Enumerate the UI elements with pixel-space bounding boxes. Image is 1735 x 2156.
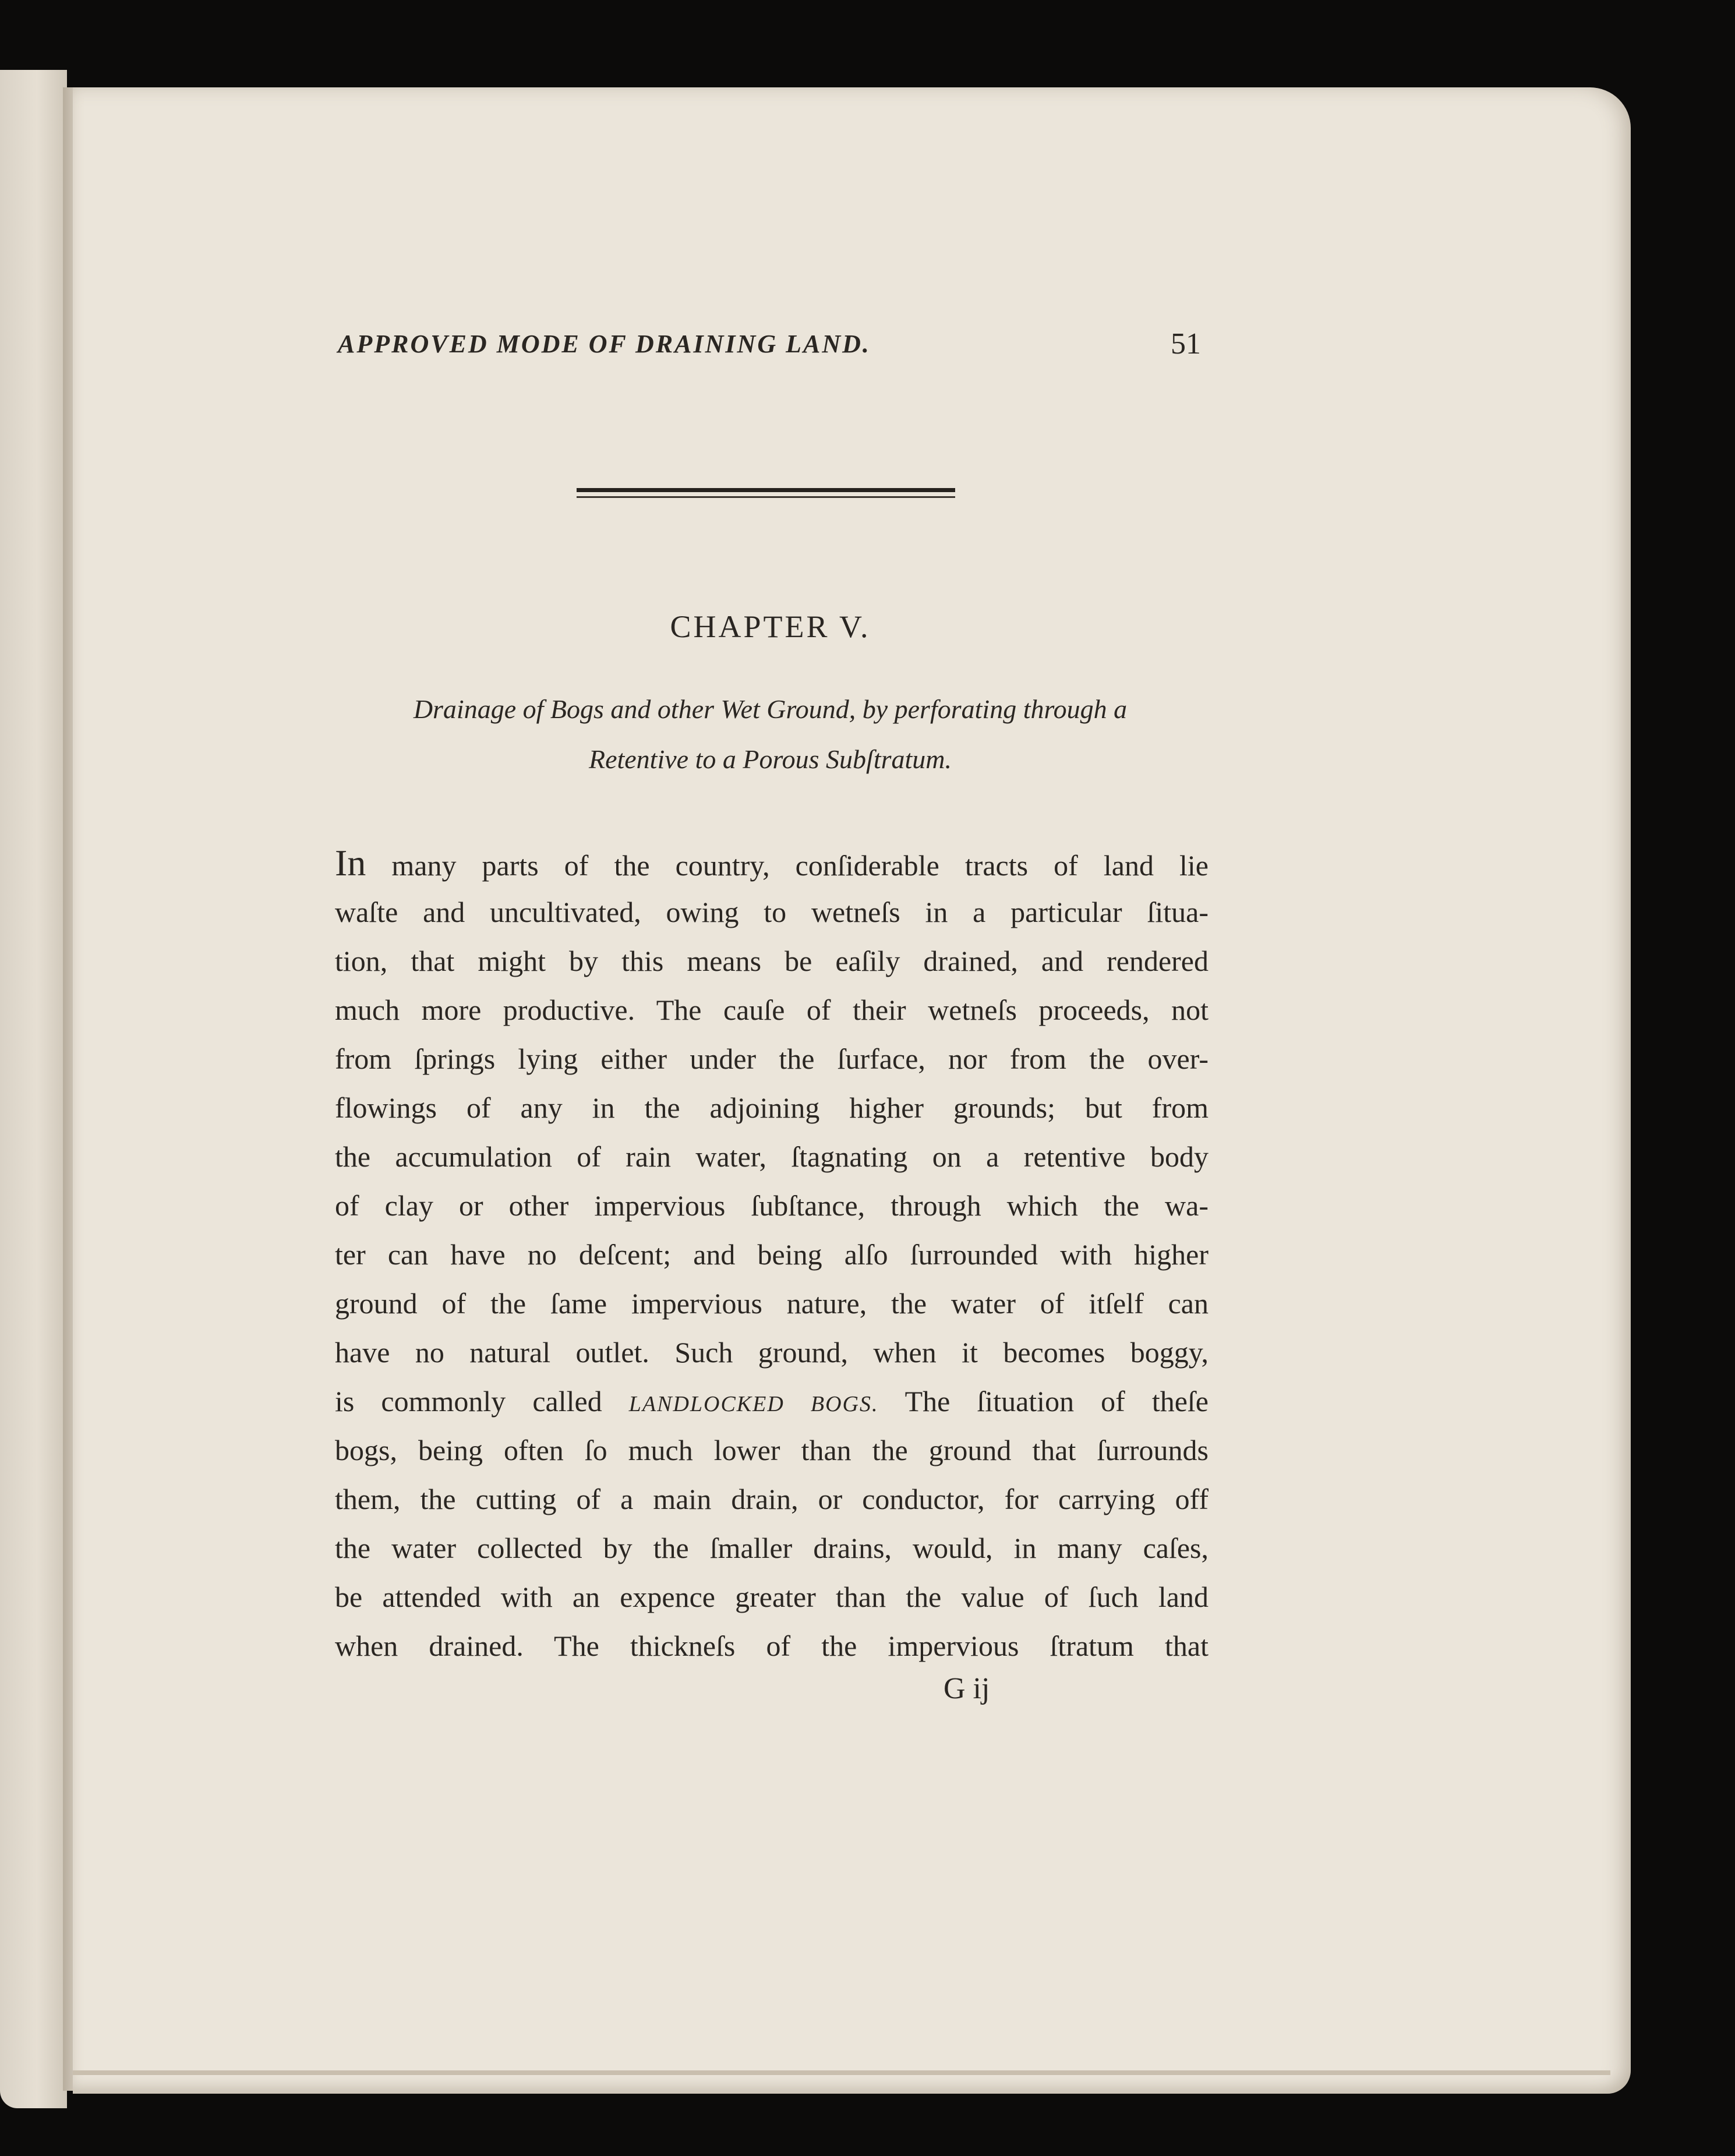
text-line: be attended with an expence greater than the value of ſuch land (335, 1581, 1209, 1613)
page-number: 51 (1171, 327, 1201, 360)
text-line: have no natural outlet. Such ground, when it becomes boggy, (335, 1336, 1209, 1369)
page-bottom-edge (73, 2070, 1610, 2075)
text-line: ter can have no deſcent; and being alſo ſurrounded with higher (335, 1238, 1209, 1271)
chapter-rule-thick (577, 488, 955, 492)
text-line: flowings of any in the adjoining higher grounds; but from (335, 1091, 1209, 1124)
text-line: waſte and uncultivated, owing to wetneſs in a particular ſitua- (335, 896, 1209, 928)
chapter-subtitle-line: Drainage of Bogs and other Wet Ground, by perforating through a (413, 694, 1128, 724)
body-paragraph (335, 839, 1209, 1670)
text-line-content: is commonly called (335, 1385, 629, 1418)
text-line: the water collected by the ſmaller drains, would, in many caſes, (335, 1532, 1209, 1564)
text-line: ground of the ſame impervious nature, the water of itſelf can (335, 1287, 1209, 1320)
previous-page-edge (0, 70, 67, 2108)
text-line: from ſprings lying either under the ſurface, nor from the over- (335, 1042, 1209, 1075)
text-line: the accumulation of rain water, ſtagnating on a retentive body (335, 1140, 1209, 1173)
page-header (338, 329, 1211, 376)
chapter-title: CHAPTER V. (670, 609, 871, 644)
chapter-subtitle (335, 684, 1206, 784)
text-line-content: The ſituation of theſe (878, 1385, 1209, 1418)
text-line: bogs, being often ſo much lower than the ground that ſurrounds (335, 1434, 1209, 1466)
running-head: APPROVED MODE OF DRAINING LAND. (338, 330, 871, 358)
text-line: them, the cutting of a main drain, or conductor, for carrying off (335, 1483, 1209, 1515)
text-line (335, 839, 1209, 888)
drop-cap: In (335, 842, 366, 883)
signature-mark: G ij (944, 1672, 990, 1705)
text-line: when drained. The thickneſs of the impervious ſtratum that (335, 1630, 1209, 1662)
text-line: tion, that might by this means be eaſily drained, and rendered (335, 945, 1209, 977)
small-caps-term: LANDLOCKED BOGS. (628, 1392, 879, 1416)
text-line: much more productive. The cauſe of their wetneſs proceeds, not (335, 994, 1209, 1026)
chapter-subtitle-line: Retentive to a Porous Subſtratum. (588, 744, 952, 774)
chapter-rule-thin (577, 496, 955, 498)
text-line (335, 1377, 1209, 1426)
text-line-content: many parts of the country, conſiderable tracts of land lie (366, 849, 1209, 882)
text-line: of clay or other impervious ſubſtance, through which the wa- (335, 1189, 1209, 1222)
